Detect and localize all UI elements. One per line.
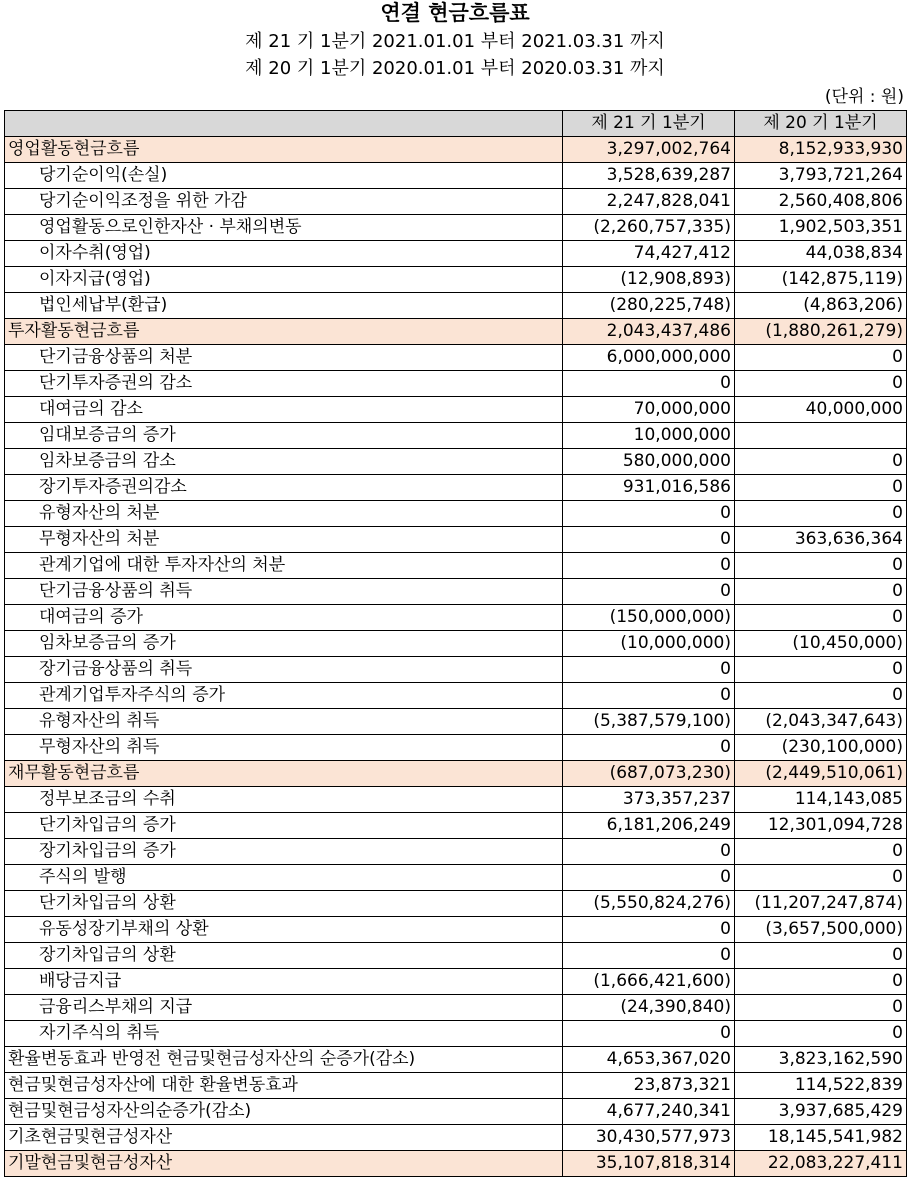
prior-period-value: 22,083,227,411 [735,1151,907,1177]
row-label: 자기주식의 취득 [5,1021,563,1047]
unit-label: (단위 : 원) [824,87,904,107]
row-label: 단기차입금의 상환 [5,891,563,917]
table-header-row [5,111,907,137]
section-row [5,137,907,163]
row-label: 이자수취(영업) [5,241,563,267]
current-period-value: 0 [563,501,735,527]
row-label: 이자지급(영업) [5,267,563,293]
table-row [5,345,907,371]
row-label: 단기차입금의 증가 [5,813,563,839]
prior-period-value: (3,657,500,000) [735,917,907,943]
table-row [5,241,907,267]
header-prior-period: 제 20 기 1분기 [735,111,907,137]
row-label: 무형자산의 처분 [5,527,563,553]
statement-title: 연결 현금흐름표 [380,1,530,25]
table-row [5,787,907,813]
row-label: 영업활동으로인한자산 · 부채의변동 [5,215,563,241]
row-label: 유동성장기부채의 상환 [5,917,563,943]
current-period-value: 74,427,412 [563,241,735,267]
prior-period-value: (11,207,247,874) [735,891,907,917]
table-row [5,969,907,995]
prior-period-value: (142,875,119) [735,267,907,293]
prior-period-value: 114,143,085 [735,787,907,813]
table-row [5,891,907,917]
table-row [5,995,907,1021]
current-period-value: (687,073,230) [563,761,735,787]
current-period-value: 4,653,367,020 [563,1047,735,1073]
prior-period-value: (10,450,000) [735,631,907,657]
prior-period-value: 44,038,834 [735,241,907,267]
row-label: 법인세납부(환급) [5,293,563,319]
row-label: 관계기업에 대한 투자자산의 처분 [5,553,563,579]
row-label: 임대보증금의 증가 [5,423,563,449]
row-label: 유형자산의 취득 [5,709,563,735]
current-period-value: 2,043,437,486 [563,319,735,345]
row-label: 당기순이익조정을 위한 가감 [5,189,563,215]
row-label: 투자활동현금흐름 [5,319,563,345]
row-label: 재무활동현금흐름 [5,761,563,787]
current-period-value: (1,666,421,600) [563,969,735,995]
row-label: 당기순이익(손실) [5,163,563,189]
current-period-value: (12,908,893) [563,267,735,293]
current-period-value: (5,387,579,100) [563,709,735,735]
row-label: 배당금지급 [5,969,563,995]
row-label: 유형자산의 처분 [5,501,563,527]
row-label: 장기금융상품의 취득 [5,657,563,683]
prior-period-value: (1,880,261,279) [735,319,907,345]
current-period-value: 580,000,000 [563,449,735,475]
prior-period-value: 0 [735,683,907,709]
current-period-value: 0 [563,865,735,891]
row-label: 현금및현금성자산의순증가(감소) [5,1099,563,1125]
current-period-value: 2,247,828,041 [563,189,735,215]
current-period-value: (24,390,840) [563,995,735,1021]
table-row [5,813,907,839]
row-label: 대여금의 감소 [5,397,563,423]
table-row [5,631,907,657]
table-row [5,917,907,943]
period-prior: 제 20 기 1분기 2020.01.01 부터 2020.03.31 까지 [245,58,665,79]
prior-period-value: 3,937,685,429 [735,1099,907,1125]
table-row [5,657,907,683]
table-row [5,215,907,241]
current-period-value: 0 [563,943,735,969]
prior-period-value: 114,522,839 [735,1073,907,1099]
row-label: 단기투자증권의 감소 [5,371,563,397]
table-row [5,527,907,553]
prior-period-value: 3,823,162,590 [735,1047,907,1073]
prior-period-value: 0 [735,553,907,579]
table-row [5,1047,907,1073]
prior-period-value: (2,449,510,061) [735,761,907,787]
current-period-value: 35,107,818,314 [563,1151,735,1177]
current-period-value: 0 [563,735,735,761]
prior-period-value: 0 [735,865,907,891]
prior-period-value: 0 [735,371,907,397]
row-label: 현금및현금성자산에 대한 환율변동효과 [5,1073,563,1099]
row-label: 정부보조금의 수취 [5,787,563,813]
table-row [5,267,907,293]
prior-period-value: (230,100,000) [735,735,907,761]
prior-period-value: 1,902,503,351 [735,215,907,241]
period-current: 제 21 기 1분기 2021.01.01 부터 2021.03.31 까지 [245,31,665,52]
table-row [5,1125,907,1151]
row-label: 영업활동현금흐름 [5,137,563,163]
table-row [5,865,907,891]
current-period-value: (5,550,824,276) [563,891,735,917]
section-row [5,761,907,787]
table-row [5,475,907,501]
row-label: 임차보증금의 증가 [5,631,563,657]
row-label: 기초현금및현금성자산 [5,1125,563,1151]
row-label: 금융리스부채의 지급 [5,995,563,1021]
current-period-value: (150,000,000) [563,605,735,631]
table-row [5,553,907,579]
prior-period-value: 0 [735,969,907,995]
current-period-value: 23,873,321 [563,1073,735,1099]
table-row [5,423,907,449]
header-current-period: 제 21 기 1분기 [563,111,735,137]
current-period-value: 0 [563,657,735,683]
prior-period-value: 40,000,000 [735,397,907,423]
current-period-value: 0 [563,917,735,943]
table-row [5,371,907,397]
current-period-value: (10,000,000) [563,631,735,657]
current-period-value: (2,260,757,335) [563,215,735,241]
cash-flow-table [4,110,907,1177]
row-label: 임차보증금의 감소 [5,449,563,475]
table-row [5,501,907,527]
row-label: 장기투자증권의감소 [5,475,563,501]
row-label: 무형자산의 취득 [5,735,563,761]
current-period-value: 4,677,240,341 [563,1099,735,1125]
prior-period-value: 0 [735,657,907,683]
current-period-value: 3,528,639,287 [563,163,735,189]
table-row [5,1021,907,1047]
current-period-value: 0 [563,579,735,605]
table-row [5,163,907,189]
row-label: 관계기업투자주식의 증가 [5,683,563,709]
prior-period-value: 0 [735,839,907,865]
table-row [5,943,907,969]
current-period-value: 6,000,000,000 [563,345,735,371]
row-label: 장기차입금의 상환 [5,943,563,969]
current-period-value: 0 [563,683,735,709]
prior-period-value: 18,145,541,982 [735,1125,907,1151]
current-period-value: 931,016,586 [563,475,735,501]
current-period-value: 0 [563,1021,735,1047]
prior-period-value: 3,793,721,264 [735,163,907,189]
table-row [5,735,907,761]
current-period-value: 30,430,577,973 [563,1125,735,1151]
current-period-value: (280,225,748) [563,293,735,319]
current-period-value: 70,000,000 [563,397,735,423]
row-label: 환율변동효과 반영전 현금및현금성자산의 순증가(감소) [5,1047,563,1073]
row-label: 주식의 발행 [5,865,563,891]
current-period-value: 0 [563,527,735,553]
prior-period-value: 0 [735,943,907,969]
section-row [5,1151,907,1177]
row-label: 단기금융상품의 처분 [5,345,563,371]
prior-period-value: 0 [735,449,907,475]
table-row [5,189,907,215]
prior-period-value: 363,636,364 [735,527,907,553]
prior-period-value: 0 [735,475,907,501]
table-row [5,1099,907,1125]
current-period-value: 0 [563,371,735,397]
current-period-value: 0 [563,553,735,579]
table-body [5,137,907,1177]
table-row [5,293,907,319]
table-row [5,449,907,475]
table-row [5,683,907,709]
row-label: 단기금융상품의 취득 [5,579,563,605]
prior-period-value [735,423,907,449]
current-period-value: 10,000,000 [563,423,735,449]
header-label [5,111,563,137]
prior-period-value: 0 [735,1021,907,1047]
row-label: 대여금의 증가 [5,605,563,631]
current-period-value: 0 [563,839,735,865]
section-row [5,319,907,345]
prior-period-value: 0 [735,995,907,1021]
row-label: 기말현금및현금성자산 [5,1151,563,1177]
prior-period-value: 0 [735,345,907,371]
table-row [5,839,907,865]
current-period-value: 3,297,002,764 [563,137,735,163]
prior-period-value: 0 [735,579,907,605]
current-period-value: 6,181,206,249 [563,813,735,839]
current-period-value: 373,357,237 [563,787,735,813]
prior-period-value: 12,301,094,728 [735,813,907,839]
row-label: 장기차입금의 증가 [5,839,563,865]
table-row [5,605,907,631]
prior-period-value: 8,152,933,930 [735,137,907,163]
prior-period-value: 0 [735,501,907,527]
table-row [5,1073,907,1099]
prior-period-value: (2,043,347,643) [735,709,907,735]
table-row [5,709,907,735]
table-row [5,579,907,605]
prior-period-value: 2,560,408,806 [735,189,907,215]
table-row [5,397,907,423]
prior-period-value: 0 [735,605,907,631]
prior-period-value: (4,863,206) [735,293,907,319]
